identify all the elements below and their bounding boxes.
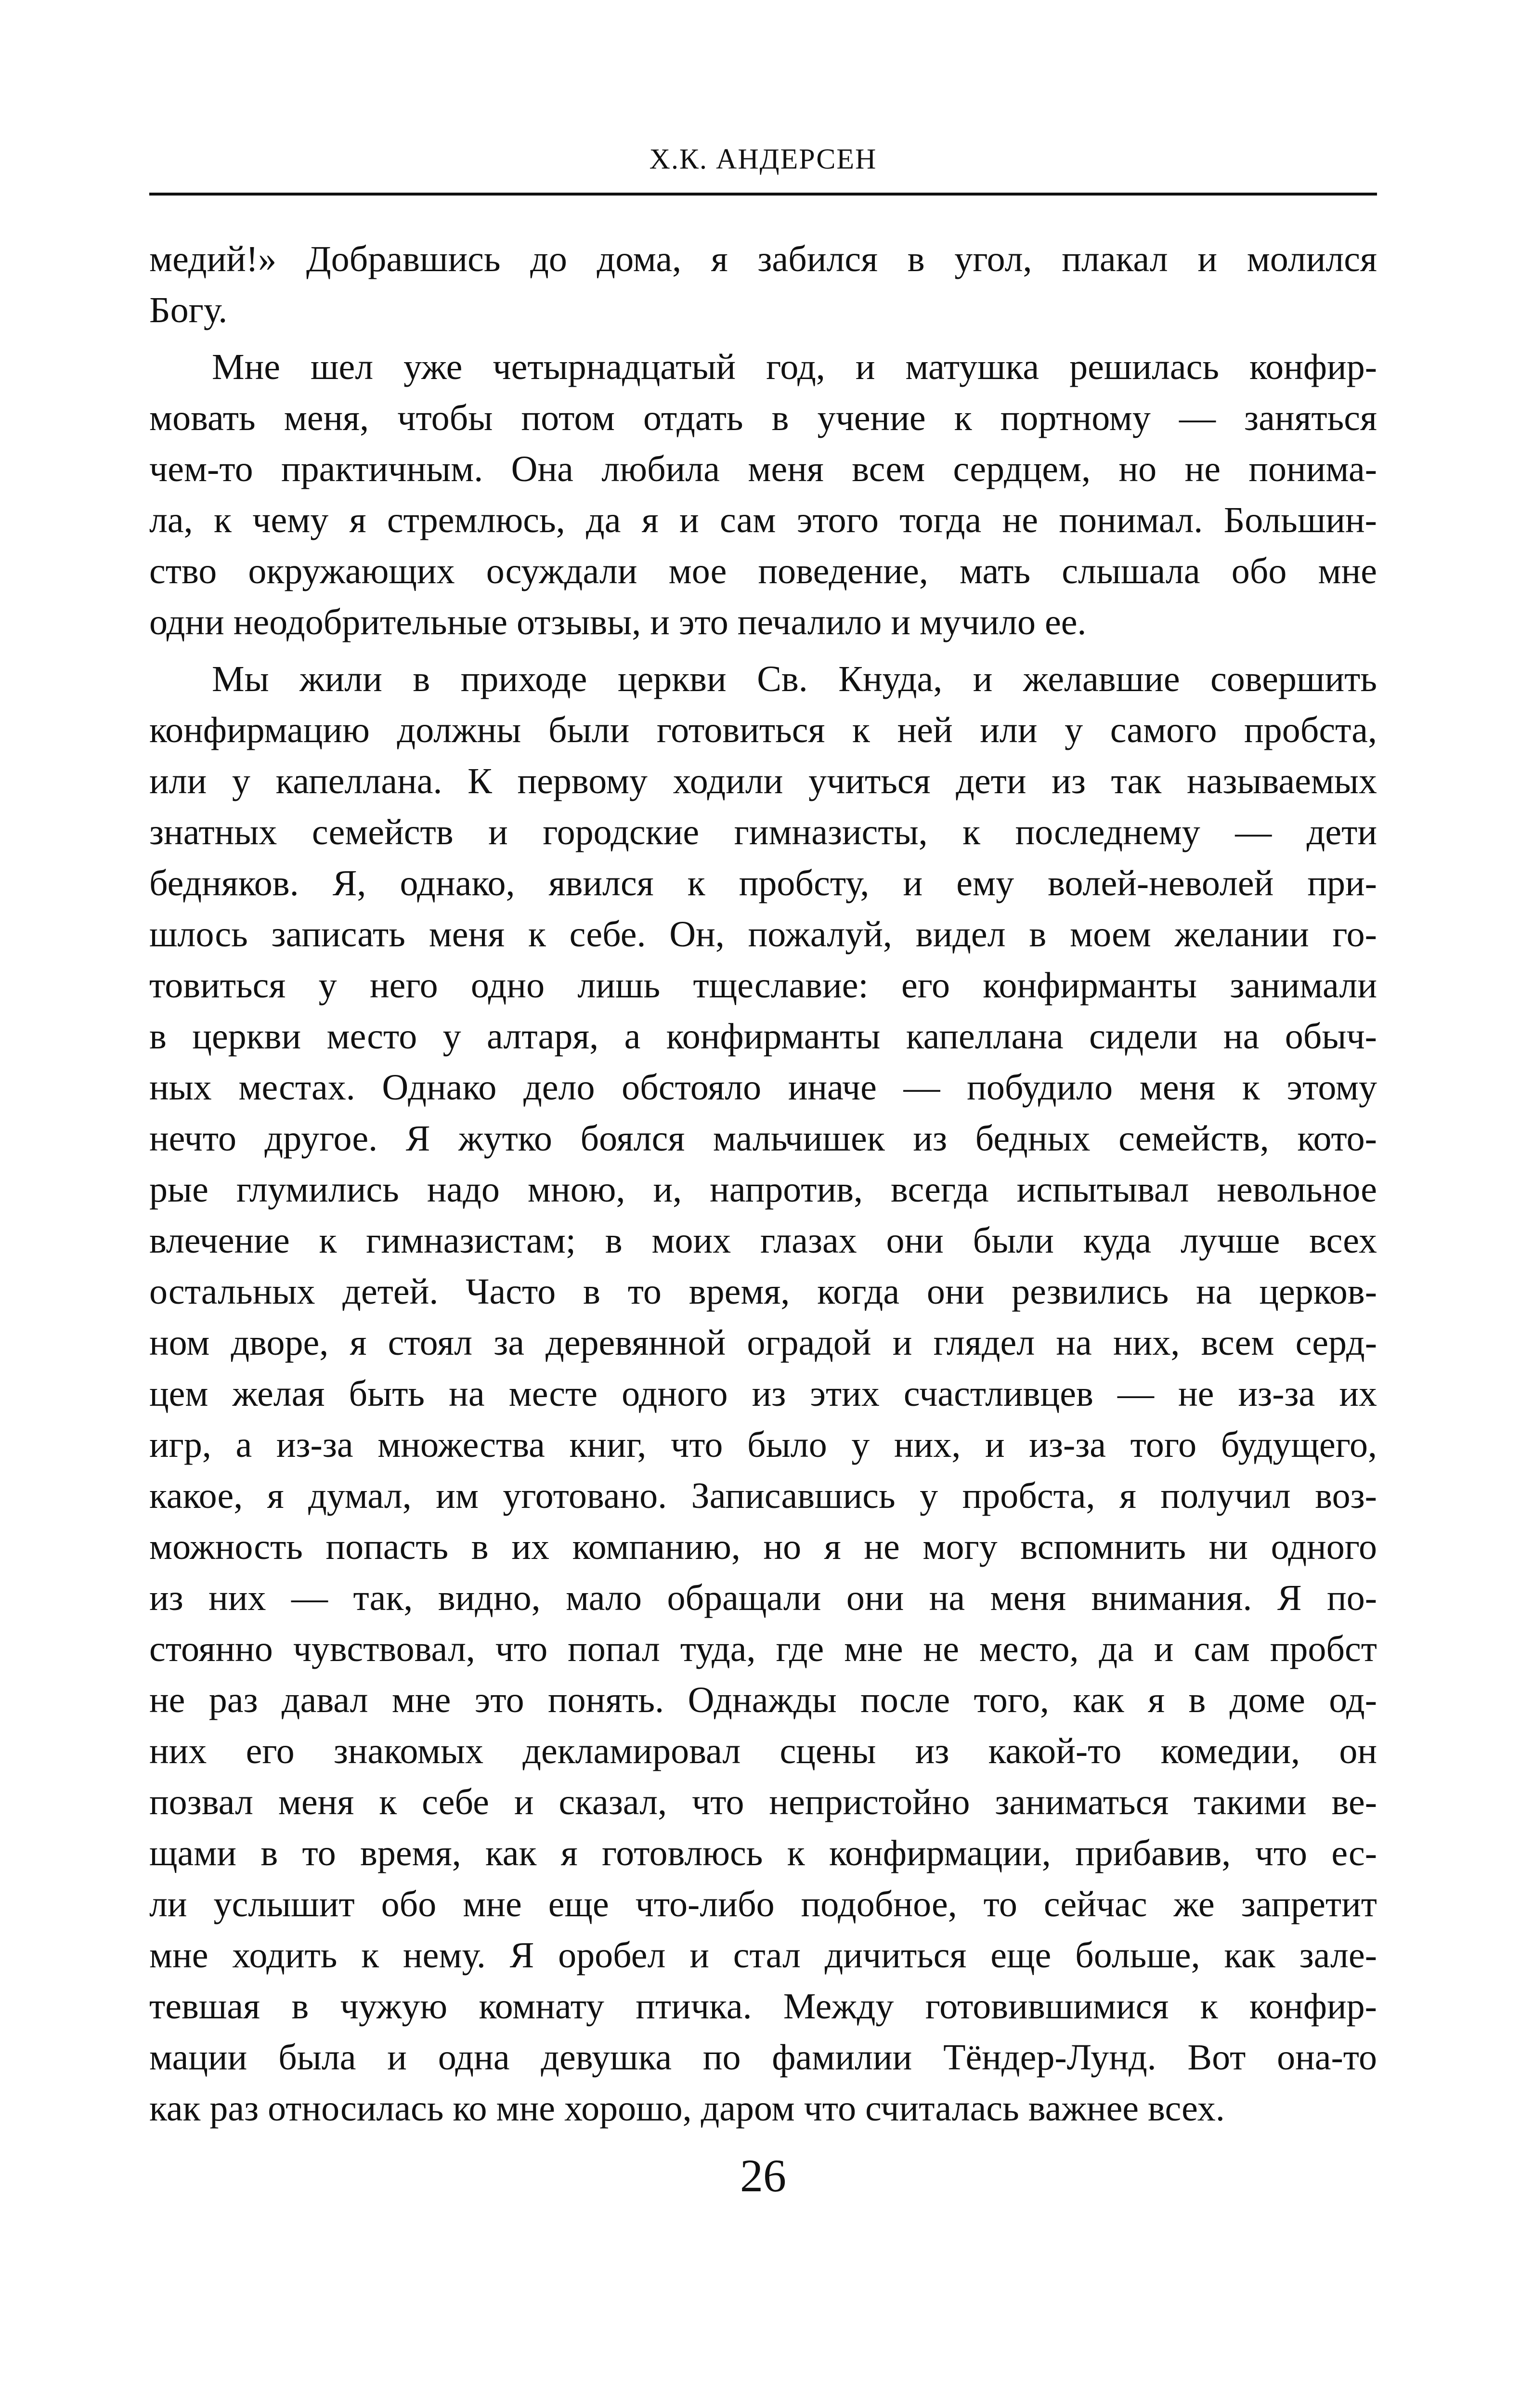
text-line: мации была и одна девушка по фамилии Тёндер-Лунд. Вот она-то [149, 2037, 1377, 2078]
text-line: игр, а из-за множества книг, что было у них, и из-за того будущего, [149, 1425, 1377, 1465]
paragraph-3 [149, 654, 1377, 2134]
text-line: тевшая в чужую комнату птичка. Между готовившимися к конфир- [149, 1986, 1377, 2027]
text-line: медий!» Добравшись до дома, я забился в угол, плакал и молился [149, 239, 1377, 279]
text-line: можность попасть в их компанию, но я не могу вспомнить ни одного [149, 1527, 1377, 1567]
text-line: конфирмацию должны были готовиться к ней или у самого пробста, [149, 710, 1377, 750]
text-line: или у капеллана. К первому ходили учиться дети из так называемых [149, 761, 1377, 801]
text-line: мне ходить к нему. Я оробел и стал дичиться еще больше, как зале- [149, 1935, 1377, 1976]
text-line: знатных семейств и городские гимназисты, к последнему — дети [149, 812, 1377, 852]
text-line: товиться у него одно лишь тщеславие: его конфирманты занимали [149, 965, 1377, 1006]
text-line: щами в то время, как я готовлюсь к конфирмации, прибавив, что ес- [149, 1833, 1377, 1873]
text-line: мовать меня, чтобы потом отдать в учение к портному — заняться [149, 398, 1377, 438]
text-line: не раз давал мне это понять. Однажды после того, как я в доме од- [149, 1680, 1377, 1720]
paragraph-gap [149, 648, 1377, 654]
text-line: них его знакомых декламировал сцены из какой-то комедии, он [149, 1731, 1377, 1771]
text-line: Богу. [149, 290, 228, 330]
text-line: остальных детей. Часто в то время, когда они резвились на церков- [149, 1271, 1377, 1312]
text-line: в церкви место у алтаря, а конфирманты капеллана сидели на обыч- [149, 1016, 1377, 1057]
text-line: чем-то практичным. Она любила меня всем сердцем, но не понима- [149, 449, 1377, 489]
text-line: ли услышит обо мне еще что-либо подобное, то сейчас же запретит [149, 1884, 1377, 1924]
page-number: 26 [740, 2150, 786, 2201]
text-line: рые глумились надо мною, и, напротив, всегда испытывал невольное [149, 1169, 1377, 1210]
text-line: Мы жили в приходе церкви Св. Кнуда, и желавшие совершить [212, 659, 1377, 699]
header-rule [149, 193, 1377, 196]
text-line: как раз относилась ко мне хорошо, даром что считалась важнее всех. [149, 2088, 1225, 2129]
text-line: цем желая быть на месте одного из этих счастливцев — не из-за их [149, 1374, 1377, 1414]
text-line: нечто другое. Я жутко боялся мальчишек из бедных семейств, кото- [149, 1118, 1377, 1159]
text-line: Мне шел уже четырнадцатый год, и матушка решилась конфир- [212, 347, 1377, 387]
text-line: шлось записать меня к себе. Он, пожалуй, видел в моем желании го- [149, 914, 1377, 955]
running-head-author: Х.К. АНДЕРСЕН [649, 143, 877, 175]
text-line: ство окружающих осуждали мое поведение, мать слышала обо мне [149, 551, 1377, 591]
body-text [149, 234, 1377, 2134]
text-line: влечение к гимназистам; в моих глазах они были куда лучше всех [149, 1220, 1377, 1261]
paragraph-2 [149, 341, 1377, 648]
paragraph-gap [149, 336, 1377, 341]
paragraph-1 [149, 234, 1377, 336]
text-line: ла, к чему я стремлюсь, да я и сам этого тогда не понимал. Большин- [149, 500, 1377, 540]
text-line: ном дворе, я стоял за деревянной оградой и глядел на них, всем серд- [149, 1322, 1377, 1363]
text-line: из них — так, видно, мало обращали они на меня внимания. Я по- [149, 1578, 1377, 1618]
text-line: одни неодобрительные отзывы, и это печалило и мучило ее. [149, 602, 1087, 642]
text-line: какое, я думал, им уготовано. Записавшись у пробста, я получил воз- [149, 1476, 1377, 1516]
text-line: позвал меня к себе и сказал, что непристойно заниматься такими ве- [149, 1782, 1377, 1822]
text-line: бедняков. Я, однако, явился к пробсту, и ему волей-неволей при- [149, 863, 1377, 903]
text-line: ных местах. Однако дело обстояло иначе — побудило меня к этому [149, 1067, 1377, 1108]
text-line: стоянно чувствовал, что попал туда, где мне не место, да и сам пробст [149, 1629, 1377, 1669]
